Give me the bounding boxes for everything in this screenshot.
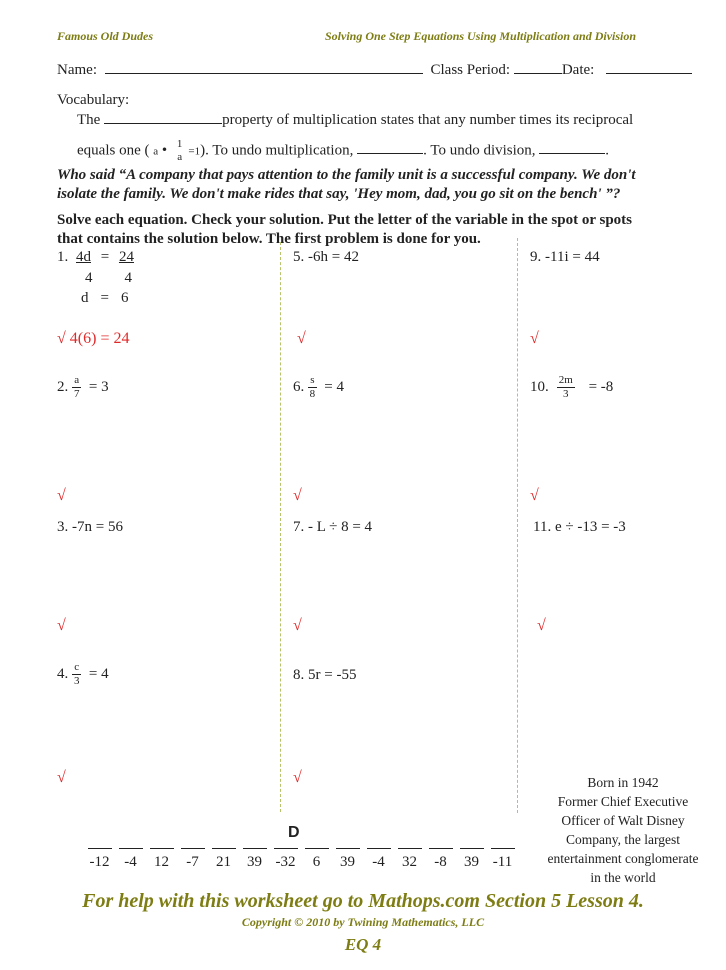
name-blank[interactable]	[105, 73, 423, 74]
answer-area	[88, 824, 522, 874]
question-line-1: Who said “A company that pays attention to the family unit is a successful company. We don't	[57, 167, 636, 183]
vocab-line-2: equals one ( a • 1 a =1). To undo multiplication, . To undo division, .	[77, 138, 610, 163]
class-period-blank[interactable]	[514, 73, 562, 74]
vocab-blank-2[interactable]	[357, 153, 423, 154]
problem-8: 8. 5r = -55	[293, 667, 357, 683]
problem-3-check: √	[57, 617, 66, 634]
class-period-label: Class Period:	[430, 62, 511, 78]
vocab-text: ). To undo multiplication,	[200, 142, 354, 159]
problem-11: 11. e ÷ -13 = -3	[533, 519, 626, 535]
help-footer: For help with this worksheet go to Mathops.com Section 5 Lesson 4.	[82, 890, 644, 912]
vocab-text: The	[77, 112, 101, 128]
problem-7: 7. - L ÷ 8 = 4	[293, 519, 373, 535]
problem-1-check: √ 4(6) = 24	[57, 330, 130, 347]
problem-11-check: √	[537, 617, 546, 634]
problem-2-check: √	[57, 487, 66, 504]
vocab-text: property of multiplication states that any number times its reciprocal	[222, 112, 634, 128]
problem-10-check: √	[530, 487, 539, 504]
column-divider	[517, 238, 518, 813]
problem-8-check: √	[293, 769, 302, 786]
problem-6: 6. $\frac{s}{8}$ = 4	[293, 374, 344, 400]
header-right: Solving One Step Equations Using Multiplication and Division	[325, 29, 637, 43]
problem-4: 4. $\frac{c}{3}$ = 4	[57, 661, 109, 687]
vocab-text: . To undo division,	[423, 142, 536, 159]
problem-10: 10. $\frac{2m}{3}$ = -8	[530, 374, 614, 400]
clue-bio: Born in 1942 Former Chief Executive Officer of Walt Disney Company, the largest entertainment conglomerate in the world	[547, 775, 699, 885]
name-label: Name:	[57, 62, 97, 78]
problem-6-check: √	[293, 487, 302, 504]
problem-5: 5. -6h = 42	[293, 249, 359, 265]
vocab-line-1	[77, 112, 633, 129]
vocab-blank-1[interactable]	[104, 123, 222, 124]
problem-3: 3. -7n = 56	[57, 519, 123, 535]
worksheet-code: EQ 4	[344, 935, 382, 954]
question-line-2: isolate the family. We don't make rides that say, 'Hey mom, dad, you go sit on the bench' ”?	[57, 186, 621, 202]
problem-1-divisors: 4 4	[85, 270, 132, 286]
problem-4-check: √	[57, 769, 66, 786]
vocab-text: equals one (	[77, 142, 150, 159]
instructions-line-1: Solve each equation. Check your solution. Put the letter of the variable in the spot or spots	[57, 212, 633, 228]
vocab-text: a	[153, 145, 159, 158]
vocab-text: =1	[188, 145, 201, 158]
problem-5-check: √	[297, 330, 306, 347]
problem-9-check: √	[530, 330, 539, 347]
problem-1-result: d = 6	[81, 290, 129, 306]
date-blank[interactable]	[606, 73, 692, 74]
copyright: Copyright © 2010 by Twining Mathematics, LLC	[241, 915, 485, 929]
problem-7-check: √	[293, 617, 302, 634]
instructions-line-2: that contains the solution below. The first problem is done for you.	[57, 231, 481, 247]
filled-letter: D	[288, 824, 300, 841]
problem-9: 9. -11i = 44	[530, 249, 600, 265]
vocab-blank-3[interactable]	[539, 153, 605, 154]
answer-blanks[interactable]	[88, 848, 515, 849]
problem-2: 2. $\frac{a}{7}$ = 3	[57, 374, 109, 400]
problem-1: 1. 4d = 24	[57, 249, 134, 265]
answer-numbers: -12 -4 12 -7 21 39 -32 6 39 -4 32 -8 39 -11	[89, 854, 513, 870]
vocab-text: .	[605, 142, 610, 159]
header-left: Famous Old Dudes	[57, 29, 154, 43]
date-label: Date:	[561, 62, 595, 78]
reciprocal-fraction: 1 a	[176, 138, 183, 163]
vocab-heading: Vocabulary:	[57, 92, 130, 108]
name-line	[57, 62, 692, 79]
column-divider	[280, 242, 281, 812]
